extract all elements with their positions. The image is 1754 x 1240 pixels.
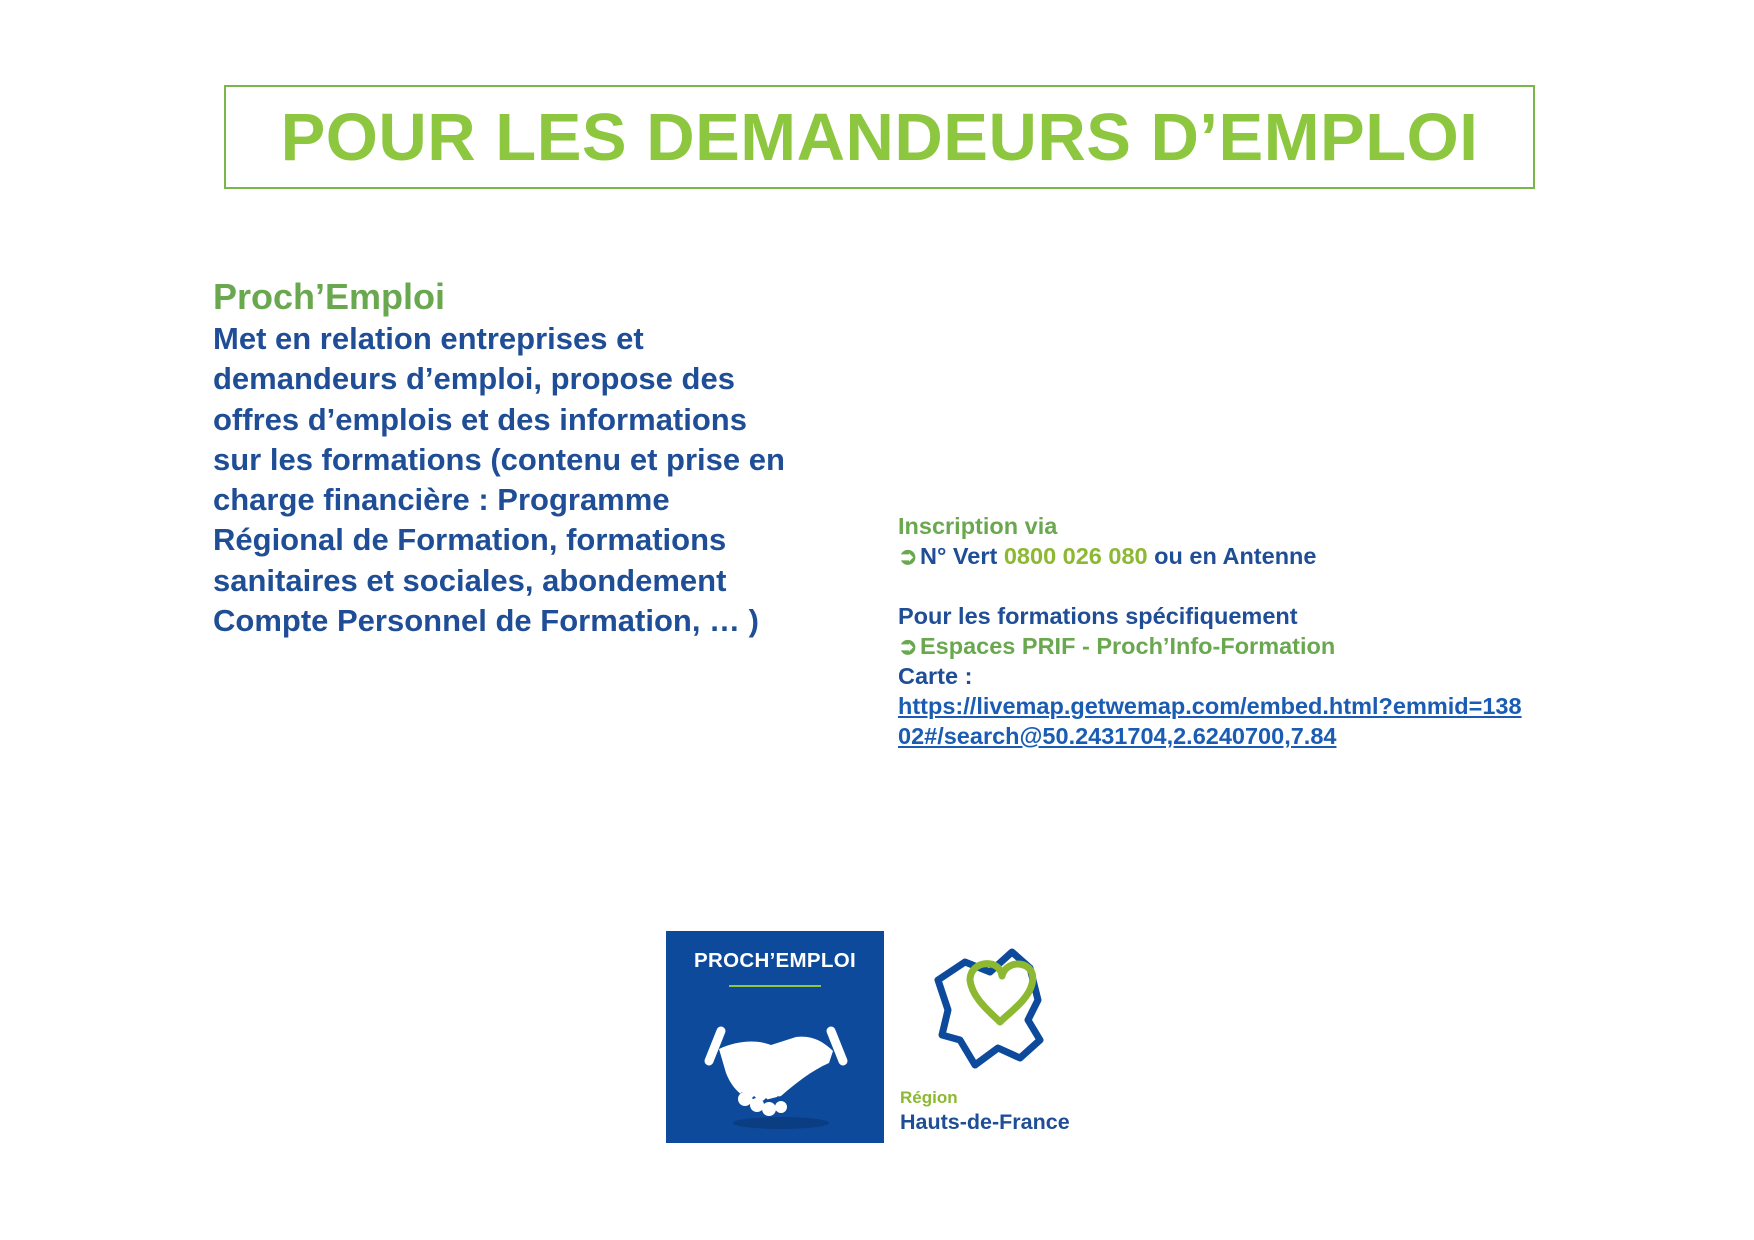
description-line: Met en relation entreprises et bbox=[213, 321, 644, 356]
france-heart-map-icon bbox=[920, 940, 1070, 1080]
espaces-row bbox=[898, 631, 1658, 661]
region-logo bbox=[898, 940, 1098, 1140]
phone-row bbox=[898, 541, 1658, 571]
region-label: Région bbox=[900, 1088, 958, 1107]
handshake-icon bbox=[701, 1001, 851, 1131]
espaces-label: Espaces PRIF - Proch’Info-Formation bbox=[920, 633, 1336, 659]
description-line: charge financière : Programme bbox=[213, 482, 670, 518]
region-name: Hauts-de-France bbox=[900, 1110, 1070, 1134]
description bbox=[213, 319, 853, 641]
phone-prefix: N° Vert bbox=[920, 543, 1004, 569]
carte-label: Carte : bbox=[898, 663, 973, 689]
description-line: Compte Personnel de Formation, … ) bbox=[213, 603, 759, 639]
prochemploi-logo bbox=[666, 931, 884, 1143]
description-line: Régional de Formation, formations bbox=[213, 522, 727, 558]
phone-number[interactable]: 0800 026 080 bbox=[1003, 543, 1148, 569]
title-banner bbox=[224, 85, 1535, 189]
phone-suffix: ou en Antenne bbox=[1147, 543, 1317, 569]
map-link-line-2[interactable]: 02#/search@50.2431704,2.6240700,7.84 bbox=[898, 723, 1337, 749]
contact-section bbox=[898, 511, 1658, 751]
description-line: sur les formations (contenu et prise en bbox=[213, 441, 785, 477]
logo-wordmark: PROCH’EMPLOI bbox=[694, 949, 856, 972]
description-line: sanitaires et sociales, abondement bbox=[213, 562, 727, 598]
arrow-icon: ➲ bbox=[898, 543, 918, 569]
inscription-label: Inscription via bbox=[898, 513, 1058, 539]
formations-label: Pour les formations spécifiquement bbox=[898, 603, 1298, 629]
map-link-line-1[interactable]: https://livemap.getwemap.com/embed.html?emmid=138 bbox=[898, 693, 1522, 719]
description-line: demandeurs d’emploi, propose des bbox=[213, 361, 735, 397]
description-line: offres d’emplois et des informations bbox=[213, 401, 747, 437]
arrow-icon: ➲ bbox=[898, 633, 918, 659]
spacer bbox=[898, 571, 1658, 601]
brand-heading: Proch’Emploi bbox=[213, 276, 446, 317]
logo-divider bbox=[729, 985, 821, 987]
page-title: POUR LES DEMANDEURS D’EMPLOI bbox=[280, 99, 1479, 175]
prochemploi-section bbox=[213, 275, 853, 641]
